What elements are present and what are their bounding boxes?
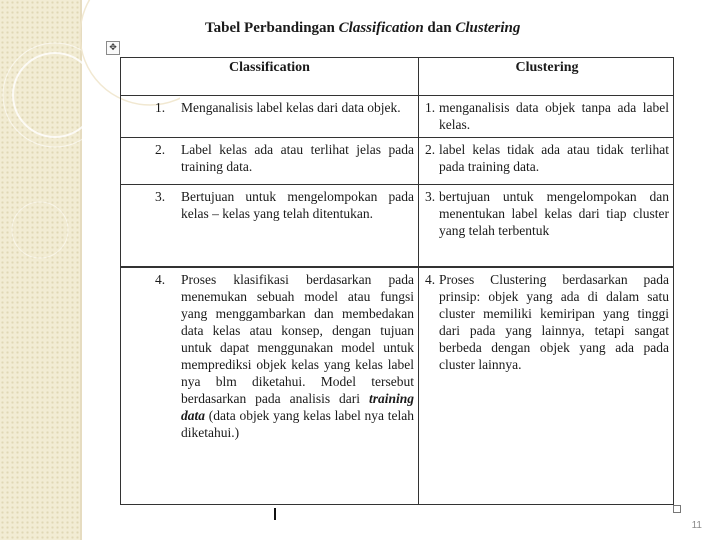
table-cell-clustering bbox=[419, 185, 675, 239]
title-prefix: Tabel Perbandingan bbox=[205, 20, 339, 36]
header-clustering: Clustering bbox=[515, 60, 579, 75]
cell-text: menganalisis data objek tanpa ada label kelas. bbox=[439, 100, 669, 132]
cell-text: bertujuan untuk mengelompokan dan menentukan label kelas dari tiap cluster yang telah terbentuk bbox=[439, 189, 669, 238]
comparison-table bbox=[120, 57, 674, 505]
row-number: 2. bbox=[155, 142, 166, 157]
table-row bbox=[121, 268, 673, 504]
table-cell-classification bbox=[121, 268, 418, 441]
row-number: 4. bbox=[155, 272, 166, 287]
table-cell-classification bbox=[121, 96, 418, 116]
table-cell-classification bbox=[121, 185, 418, 222]
cell-text: Label kelas ada atau terlihat jelas pada training data. bbox=[181, 142, 414, 174]
header-classification: Classification bbox=[229, 60, 310, 75]
row-number: 4. bbox=[425, 272, 436, 287]
table-row bbox=[121, 138, 673, 185]
table-move-handle-icon[interactable]: ✥ bbox=[106, 41, 120, 55]
cell-text-part: Proses klasifikasi berdasarkan pada menemukan sebuah model atau fungsi yang menggambarkan dan membedakan data kelas atau konsep, dengan tujuan untuk dapat menggunakan model untuk memprediksi objek kelas yang kelas label nya blm diketahui. Model tersebut berdasarkan pada analisis dari bbox=[181, 272, 414, 406]
cell-text-part: (data objek yang kelas label nya telah diketahui.) bbox=[181, 408, 414, 440]
table-row bbox=[121, 96, 673, 138]
row-number: 3. bbox=[155, 189, 166, 204]
cell-text: Proses Clustering berdasarkan pada prinsip: objek yang ada di dalam satu cluster memiliki kemiripan yang tinggi dari pada yang lainnya, tetapi sangat berbeda dengan objek yang ada pada cluster lainnya. bbox=[439, 272, 669, 372]
table-cell-clustering bbox=[419, 138, 675, 175]
row-number: 3. bbox=[425, 189, 436, 204]
text-cursor bbox=[274, 508, 276, 520]
slide-title bbox=[205, 20, 605, 37]
table-resize-handle-icon[interactable] bbox=[673, 505, 681, 513]
cell-text bbox=[181, 271, 414, 441]
table-cell-clustering bbox=[419, 268, 675, 373]
cell-text: label kelas tidak ada atau tidak terlihat pada training data. bbox=[439, 142, 669, 174]
row-number: 1. bbox=[425, 100, 436, 115]
page-number: 11 bbox=[691, 520, 702, 531]
table-cell-clustering bbox=[419, 96, 675, 133]
title-term-classification: Classification bbox=[338, 20, 424, 36]
cell-text: Bertujuan untuk mengelompokan pada kelas – kelas yang telah ditentukan. bbox=[181, 189, 414, 221]
title-term-clustering: Clustering bbox=[455, 20, 521, 36]
table-header-row bbox=[121, 58, 673, 96]
table-row bbox=[121, 185, 673, 268]
decorative-side-strip bbox=[0, 0, 82, 540]
title-mid: dan bbox=[423, 20, 456, 36]
cell-text-emphasis: training data bbox=[181, 391, 414, 423]
table-cell-classification bbox=[121, 138, 418, 175]
cell-text: Menganalisis label kelas dari data objek. bbox=[181, 100, 401, 115]
row-number: 1. bbox=[155, 100, 166, 115]
row-number: 2. bbox=[425, 142, 436, 157]
